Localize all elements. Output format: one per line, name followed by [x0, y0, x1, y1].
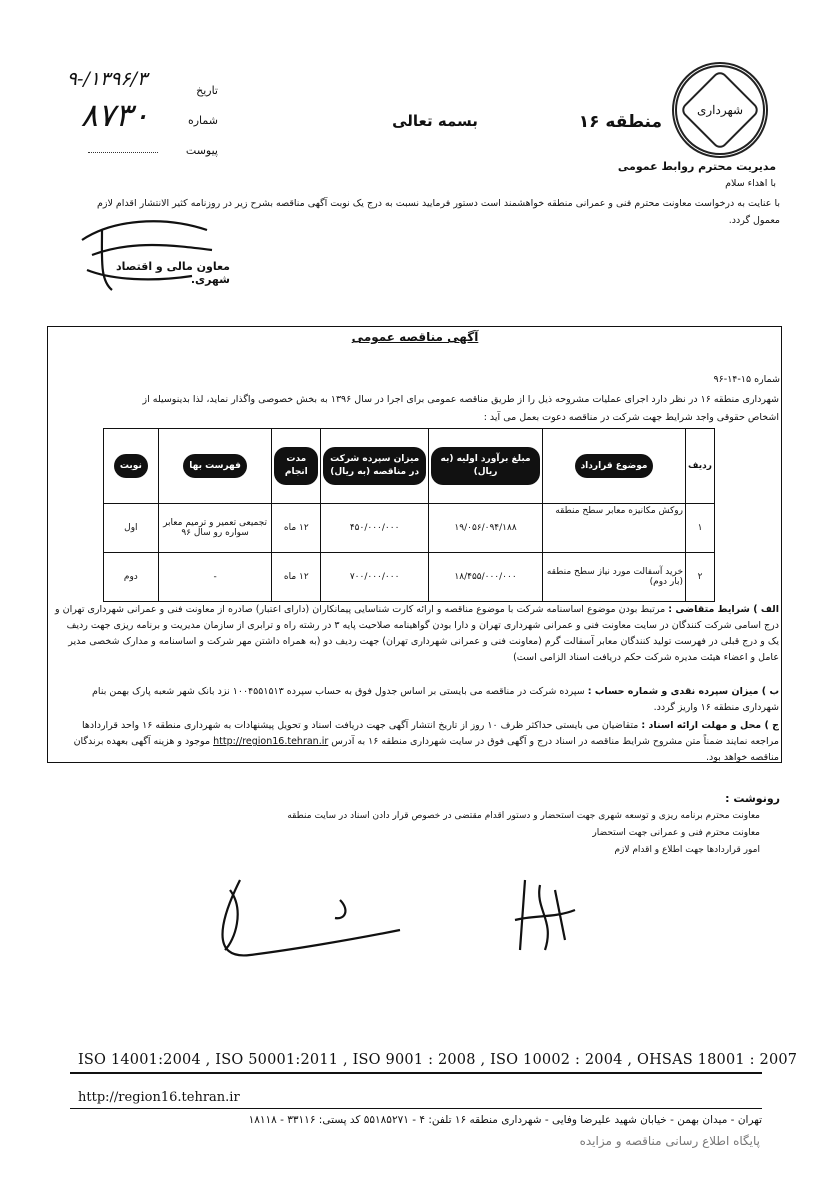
- tehran-municipality-logo: [672, 62, 768, 158]
- cell-deposit-amount: ۴۵۰/۰۰۰/۰۰۰: [321, 504, 429, 553]
- signer-title: معاون مالی و اقتصاد شهری.: [116, 260, 230, 286]
- cell-round: دوم: [104, 553, 159, 602]
- cell-contract-subject: خرید آسفالت مورد نیاز سطح منطقه (بار دوم): [543, 553, 686, 602]
- cell-contract-subject: روکش مکانیزه معابر سطح منطقه: [543, 504, 686, 553]
- table-row: [104, 504, 715, 553]
- condition-a: [55, 602, 779, 667]
- condition-a-label: الف ) شرایط متقاضی :: [668, 604, 779, 615]
- greeting: با اهداء سلام: [725, 178, 776, 189]
- footer-divider-2: [70, 1108, 762, 1109]
- signature-left: [200, 860, 410, 980]
- notice-title: [340, 330, 490, 344]
- condition-c-label: ج ) محل و مهلت ارائه اسناد :: [641, 720, 779, 731]
- number-value: ۸۷۳۰: [80, 96, 150, 134]
- header-deposit-amount: میزان سپرده شرکت در مناقصه (به ریال): [321, 429, 429, 504]
- cell-estimated-amount: ۱۸/۴۵۵/۰۰۰/۰۰۰: [429, 553, 543, 602]
- recipient: مدیریت محترم روابط عمومی: [617, 160, 776, 173]
- organization-name: منطقه ۱۶: [578, 112, 662, 132]
- footer-address: تهران - میدان بهمن - خیابان شهید علیرضا وفایی - شهرداری منطقه ۱۶ تلفن: ۴ - ۵۵۱۸۵۲۷۱ کد پستی: ۳۳۱۱۶ - ۱۸۱۱۸: [248, 1114, 762, 1126]
- cell-duration: ۱۲ ماه: [272, 504, 321, 553]
- list-item: معاونت محترم برنامه ریزی و توسعه شهری جهت استحضار و دستور اقدام مقتضی در خصوص قرار دادن اسناد در سایت منطقه: [287, 811, 760, 821]
- notice-number: شماره ۱۵-۱۴-۹۶: [713, 374, 780, 385]
- footer-website-link[interactable]: http://region16.tehran.ir: [78, 1090, 240, 1105]
- cell-deposit-amount: ۷۰۰/۰۰۰/۰۰۰: [321, 553, 429, 602]
- header-estimated-amount: مبلغ برآورد اولیه (به ریال): [429, 429, 543, 504]
- attachment-label: پیوست: [185, 144, 218, 157]
- condition-b-text: سپرده شرکت در مناقصه می بایستی بر اساس جدول فوق به حساب سپرده ۱۰۰۴۵۵۱۵۱۳ نزد بانک شهر شعبه پارک بهمن بنام شهرداری منطقه ۱۶ واریز گردد.: [92, 686, 779, 714]
- table-header-row: [104, 429, 715, 504]
- cell-price-list: -: [158, 553, 272, 602]
- cell-price-list: تجمیعی تعمیر و ترمیم معابر سواره رو سال ۹۶: [158, 504, 272, 553]
- condition-b-label: ب ) میزان سپرده نقدی و شماره حساب :: [587, 686, 779, 697]
- header-price-list: فهرست بها: [158, 429, 272, 504]
- cell-row-number: ۱: [686, 504, 715, 553]
- notice-intro-line-2: اشخاص حقوقی واجد شرایط جهت شرکت در مناقصه دعوت بعمل می آید :: [483, 412, 779, 423]
- cell-round: اول: [104, 504, 159, 553]
- condition-c-tail: موجود و هزینه آگهی بعهده برندگان مناقصه خواهد بود.: [73, 736, 779, 764]
- condition-c: [55, 718, 779, 766]
- header-contract-subject: موضوع قرارداد: [543, 429, 686, 504]
- tender-table: [103, 428, 715, 602]
- header-duration: مدت انجام: [272, 429, 321, 504]
- condition-a-text: مرتبط بودن موضوع اساسنامه شرکت با موضوع مناقصه و ارائه کارت شناسایی پیمانکاران (دارای اعتبار) صادره از معاونت فنی و عمرانی شهرداری تهران و درج اسامی شرکت کنندگان در سایت معاونت فنی و عمرانی شهرداری تهران و دارا بودن گواهینامه صلاحیت پایه ۳ در رشته راه و ترابری از سازمان مدیریت و برنامه ریزی جهت ردیف یک و درج قبلی در فهرست تولید کنندگان معابر آسفالت گرم (معاونت فنی و عمرانی شهرداری تهران) جهت ردیف دو (به همراه داشتن مهر شرکت و اساسنامه و مدارک شخصی مدیر عامل و اعضاء هیئت مدیره شرکت حکم دریافت اسناد الزامی است): [54, 604, 779, 664]
- list-item: معاونت محترم فنی و عمرانی جهت استحضار: [592, 828, 760, 839]
- date-value: ۱۳۹۶/۳/-۹: [66, 68, 148, 90]
- list-item: امور قراردادها جهت اطلاع و اقدام لازم: [614, 845, 760, 856]
- cell-duration: ۱۲ ماه: [272, 553, 321, 602]
- date-label: تاریخ: [196, 84, 218, 97]
- number-label: شماره: [187, 114, 218, 127]
- table-row: [104, 553, 715, 602]
- footer-divider: [70, 1072, 762, 1074]
- letter-body: با عنایت به درخواست معاونت محترم فنی و عمرانی منطقه خواهشمند است دستور فرمایید نسبت به درج یک نوبت آگهی مناقصه بشرح زیر در روزنامه کثیر الانتشار اقدام لازم معمول گردد.: [97, 198, 780, 227]
- cell-estimated-amount: ۱۹/۰۵۶/۰۹۴/۱۸۸: [429, 504, 543, 553]
- iso-certifications: ISO 14001:2004 , ISO 50001:2011 , ISO 9001 : 2008 , ISO 10002 : 2004 , OHSAS 18001 : 2007: [78, 1052, 798, 1068]
- notice-website-link[interactable]: http://region16.tehran.ir: [213, 736, 329, 748]
- copies-label: رونوشت :: [725, 792, 780, 805]
- bismillah: بسمه تعالی: [392, 112, 478, 130]
- header-row-number: ردیف: [686, 429, 715, 504]
- attachment-line: [88, 152, 158, 153]
- notice-title-text: آگهی مناقصه عمومی: [351, 330, 479, 344]
- condition-c-text: متقاضیان می بایستی حداکثر ظرف ۱۰ روز از تاریخ انتشار آگهی جهت دریافت اسناد و تحویل پیشنهادات به شهرداری منطقه ۱۶ واحد قراردادها مراجعه نمایند ضمناً متن مشروح شرایط مناقصه در اسناد درج و آگهی فوق در سایت شهرداری منطقه ۱۶ به آدرس: [81, 720, 779, 748]
- logo-emblem-icon: شهرداری: [679, 69, 761, 151]
- cell-row-number: ۲: [686, 553, 715, 602]
- header-round: نوبت: [104, 429, 159, 504]
- notice-intro-line-1: شهرداری منطقه ۱۶ در نظر دارد اجرای عملیات مشروحه ذیل را از طریق مناقصه عمومی برای اجرا در سال ۱۳۹۶ به بخش خصوصی واگذار نماید، لذا بدینوسیله از: [142, 394, 779, 405]
- condition-b: [55, 684, 779, 716]
- copies-list: [200, 808, 760, 859]
- signature-right: [495, 870, 585, 960]
- footer-watermark-text: پایگاه اطلاع رسانی مناقصه و مزایده: [579, 1134, 760, 1148]
